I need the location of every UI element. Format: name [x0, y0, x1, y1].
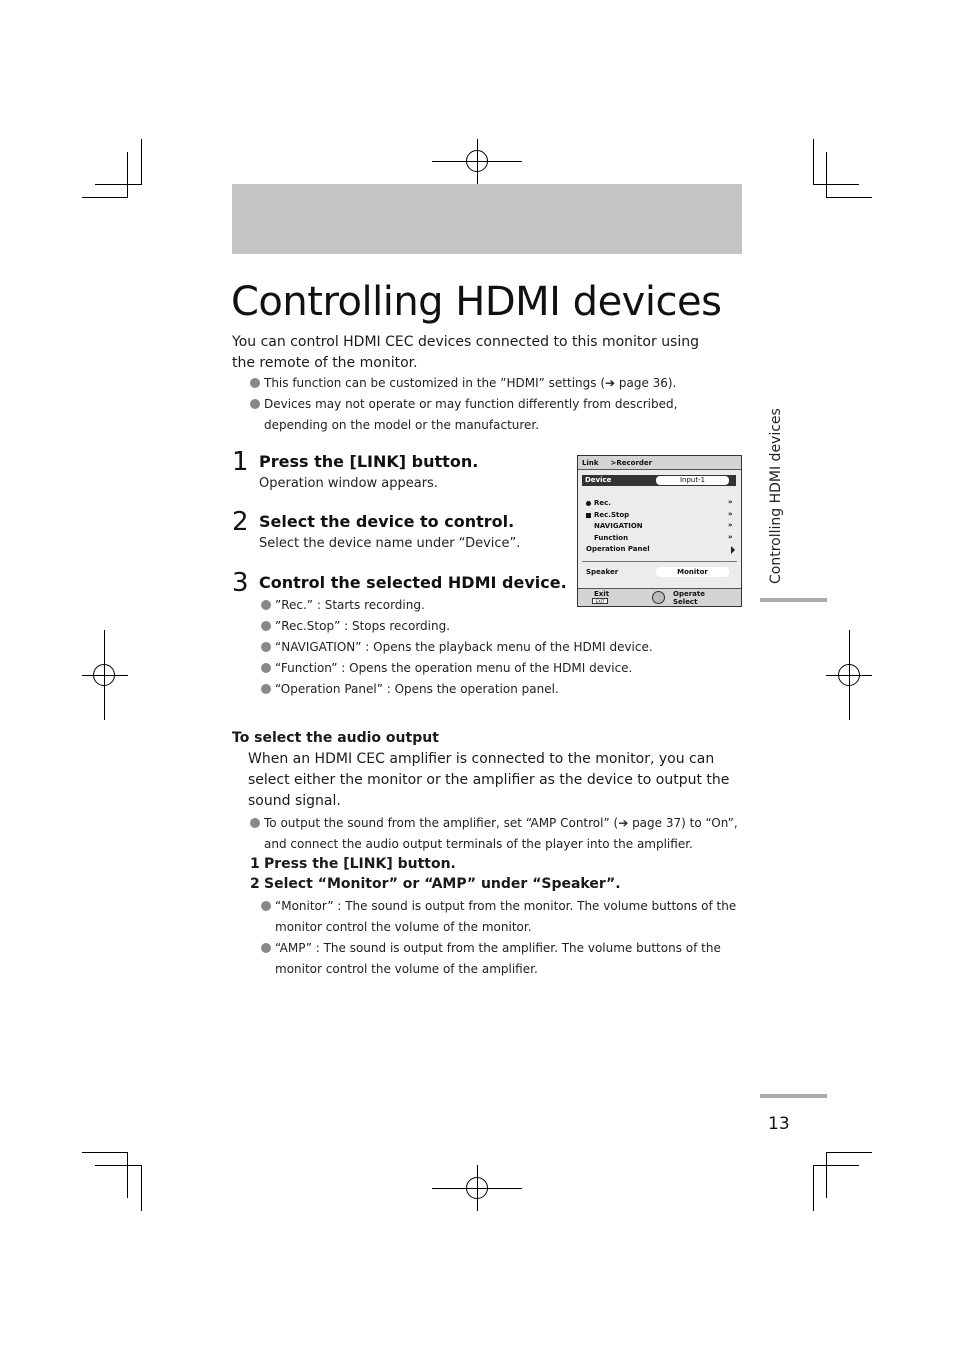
- step-desc: Operation window appears.: [259, 476, 438, 491]
- bullet-icon: [250, 399, 260, 409]
- osd-item-function: Function: [594, 534, 629, 542]
- osd-speaker-value: Monitor: [656, 567, 729, 577]
- step-title: Control the selected HDMI device.: [259, 573, 567, 592]
- osd-device-value: Input-1: [656, 476, 729, 485]
- step3-note: “Function” : Opens the operation menu of the HDMI device.: [261, 658, 731, 679]
- chevron-right-icon: »: [728, 521, 733, 529]
- step-number: 2: [232, 507, 249, 537]
- side-divider: [760, 1094, 827, 1098]
- osd-titlebar: Link >Recorder: [578, 456, 741, 470]
- step3-note: “NAVIGATION” : Opens the playback menu of the HDMI device.: [261, 637, 731, 658]
- osd-item-navigation: NAVIGATION: [594, 522, 643, 530]
- osd-item-operation-panel: Operation Panel: [586, 545, 650, 553]
- record-icon: [586, 501, 591, 506]
- bullet-icon: [261, 600, 271, 610]
- osd-operate-label: Operate Select: [673, 590, 705, 606]
- chevron-right-icon: »: [728, 498, 733, 506]
- bullet-icon: [261, 642, 271, 652]
- bullet-icon: [261, 684, 271, 694]
- audio-body-text: When an HDMI CEC amplifier is connected to the monitor, you can select either the monitor or the amplifier as the device to output the sound signal.: [248, 751, 730, 809]
- osd-divider: [582, 561, 737, 562]
- step-number: 1: [232, 447, 249, 477]
- audio-substep-note: “Monitor” : The sound is output from the monitor. The volume buttons of the monitor control the volume of the monitor.: [261, 896, 741, 938]
- audio-note: To output the sound from the amplifier, set “AMP Control” (➔ page 37) to “On”, and connect the audio output terminals of the player into the amplifier.: [250, 813, 745, 855]
- bullet-icon: [250, 818, 260, 828]
- osd-item-rec-stop: Rec.Stop: [586, 511, 629, 519]
- step3-note: ”Rec.” : Starts recording.: [261, 595, 731, 616]
- chevron-right-icon: »: [728, 510, 733, 518]
- chevron-right-icon: »: [728, 533, 733, 541]
- exit-button-icon: EXIT: [592, 598, 608, 604]
- operation-window: [577, 455, 742, 607]
- audio-substep: 2 Select “Monitor” or “AMP” under “Speaker”.: [250, 876, 621, 892]
- audio-substep: 1 Press the [LINK] button.: [250, 856, 456, 872]
- osd-item-rec: Rec.: [586, 499, 611, 507]
- page-number: 13: [768, 1114, 790, 1134]
- bullet-icon: [261, 901, 271, 911]
- osd-exit-label: Exit: [594, 590, 610, 598]
- dpad-icon: [652, 591, 665, 604]
- audio-substep-note: “AMP” : The sound is output from the amplifier. The volume buttons of the monitor control the volume of the amplifier.: [261, 938, 741, 980]
- step-desc: Select the device name under “Device”.: [259, 536, 521, 551]
- intro-note: This function can be customized in the ”HDMI” settings (➔ page 36).: [250, 373, 710, 394]
- osd-speaker-label: Speaker: [586, 568, 619, 576]
- bullet-icon: [261, 663, 271, 673]
- bullet-icon: [261, 943, 271, 953]
- side-divider: [760, 598, 827, 602]
- triangle-right-icon: [731, 546, 735, 554]
- intro-text: You can control HDMI CEC devices connected to this monitor using the remote of the monitor.: [232, 334, 700, 371]
- header-band: [232, 184, 742, 254]
- step-title: Press the [LINK] button.: [259, 452, 479, 471]
- bullet-icon: [250, 378, 260, 388]
- bullet-icon: [261, 621, 271, 631]
- osd-device-row: Device Input-1: [582, 475, 736, 486]
- section-heading: To select the audio output: [232, 730, 439, 746]
- step3-note: “Operation Panel” : Opens the operation panel.: [261, 679, 731, 700]
- page-title: Controlling HDMI devices: [231, 279, 722, 325]
- stop-icon: [586, 513, 591, 518]
- side-section-label: Controlling HDMI devices: [768, 408, 784, 584]
- intro-note: Devices may not operate or may function differently from described, depending on the model or the manufacturer.: [250, 394, 710, 436]
- osd-footer: [578, 588, 741, 606]
- step3-note: ”Rec.Stop” : Stops recording.: [261, 616, 731, 637]
- step-number: 3: [232, 568, 249, 598]
- step-title: Select the device to control.: [259, 512, 515, 531]
